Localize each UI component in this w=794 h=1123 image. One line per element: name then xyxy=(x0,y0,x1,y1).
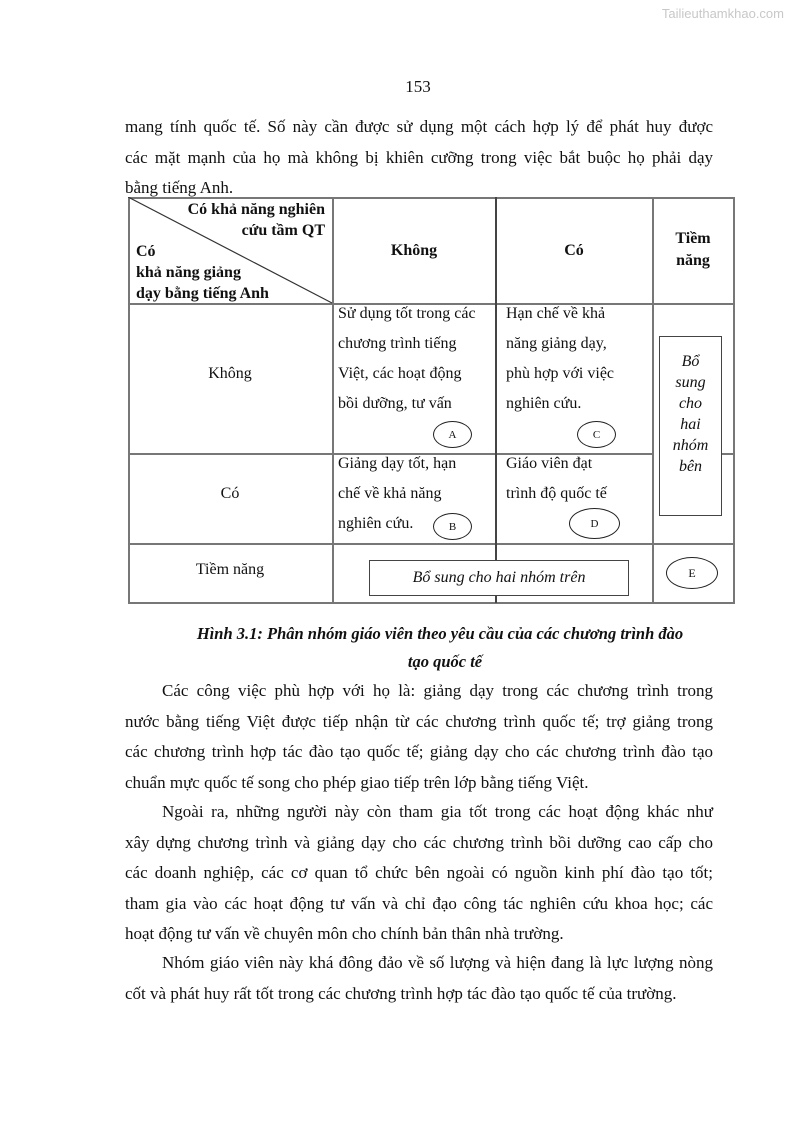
supplement-box-vertical: Bổ sung cho hai nhóm bên xyxy=(659,336,722,516)
cell-group-d: Giáo viên đạt trình độ quốc tế xyxy=(506,455,607,502)
column-header-tiem-nang: Tiềm năng xyxy=(675,230,711,269)
teacher-grouping-table xyxy=(128,197,735,603)
text-line: các doanh nghiệp, các cơ quan tổ chức bên ngoài có nguồn kinh phí đào tạo tốt; xyxy=(125,863,713,882)
table-border xyxy=(128,602,735,604)
watermark: Tailieuthamkhao.com xyxy=(661,6,784,21)
row-label-khong: Không xyxy=(208,365,252,382)
text-line: Nhóm giáo viên này khá đông đảo về số lượng và hiện đang là lực lượng nòng xyxy=(162,953,713,972)
page-number: 153 xyxy=(405,77,431,96)
intro-paragraph xyxy=(125,112,713,204)
cell-group-b: Giảng dạy tốt, hạn chế về khả năng nghiên cứu. xyxy=(338,455,457,532)
figure-caption: Hình 3.1: Phân nhóm giáo viên theo yêu cầu của các chương trình đào tạo quốc tế xyxy=(196,624,684,671)
group-tag-a: A xyxy=(433,421,472,448)
text-line: tham gia vào các hoạt động tư vấn và chỉ đạo công tác nghiên cứu khoa học; các xyxy=(125,893,713,913)
paragraph-3 xyxy=(125,948,713,1009)
row-label-tiem-nang: Tiềm năng xyxy=(195,561,265,578)
text-line: các chương trình hợp tác đào tạo quốc tế; giảng dạy cho các chương trình đào tạo xyxy=(125,742,713,761)
text-line: hoạt động tư vấn về chuyên môn cho chính bản thân nhà trường. xyxy=(125,924,564,943)
paragraph-1 xyxy=(125,676,713,798)
text-line: bằng tiếng Anh. xyxy=(125,178,234,197)
corner-header-research: Có khả năng nghiên cứu tầm QT xyxy=(187,201,325,239)
column-header-khong: Không xyxy=(390,242,438,259)
text-line: cốt và phát huy rất tốt trong các chương trình hợp tác đào tạo quốc tế của trường. xyxy=(125,983,677,1003)
row-label-co: Có xyxy=(220,485,240,502)
text-line: các mặt mạnh của họ mà không bị khiên cưỡng trong việc bắt buộc họ phải dạy xyxy=(125,147,713,167)
text-line: Ngoài ra, những người này còn tham gia tốt trong các hoạt động khác như xyxy=(162,802,713,821)
text-line: nước bằng tiếng Việt được tiếp nhận từ các chương trình quốc tế; trợ giảng trong xyxy=(125,711,713,731)
text-line: xây dựng chương trình và giảng dạy cho các chương trình bồi dưỡng cao cấp cho xyxy=(125,832,713,852)
group-tag-e: E xyxy=(666,557,718,589)
group-tag-b: B xyxy=(433,513,472,540)
text-line: Các công việc phù hợp với họ là: giảng dạy trong các chương trình trong xyxy=(162,681,713,700)
supplement-box-horizontal: Bổ sung cho hai nhóm trên xyxy=(369,560,629,596)
corner-header-teaching: Có khả năng giảng dạy bằng tiếng Anh xyxy=(136,243,269,302)
group-tag-d: D xyxy=(569,508,620,539)
text-line: chuẩn mực quốc tế song cho phép giao tiếp trên lớp bằng tiếng Việt. xyxy=(125,772,589,792)
group-tag-c: C xyxy=(577,421,616,448)
cell-group-a: Sử dụng tốt trong các chương trình tiếng Việt, các hoạt động bồi dưỡng, tư vấn xyxy=(338,305,476,412)
column-header-co: Có xyxy=(564,242,584,259)
cell-group-c: Hạn chế về khả năng giảng dạy, phù hợp với việc nghiên cứu. xyxy=(506,305,615,412)
paragraph-2 xyxy=(125,797,713,950)
text-line: mang tính quốc tế. Số này cần được sử dụng một cách hợp lý để phát huy được xyxy=(125,117,713,136)
row-divider xyxy=(128,543,735,545)
